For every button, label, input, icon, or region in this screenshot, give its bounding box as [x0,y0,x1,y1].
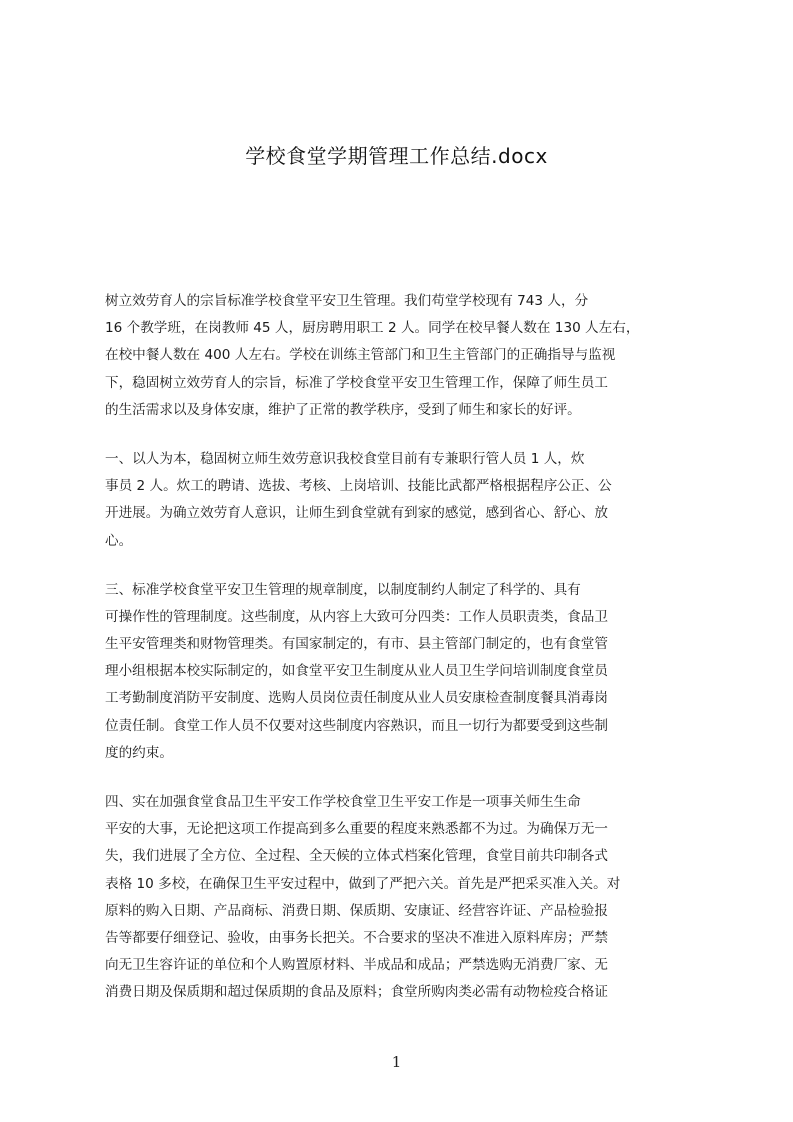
paragraph-intro [105,288,698,424]
text-line: 下，稳固树立效劳育人的宗旨，标准了学校食堂平安卫生管理工作，保障了师生员工 [105,374,608,391]
text-line: 在校中餐人数在 400 人左右。学校在训练主管部门和卫生主管部门的正确指导与监视 [105,347,616,364]
document-body [105,288,698,1040]
text-line: 度的约束。 [105,744,173,761]
paragraph-section-4 [105,789,698,1007]
text-line: 三、标准学校食堂平安卫生管理的规章制度，以制度制约人制定了科学的、具有 [105,581,581,598]
text-line: 失，我们进展了全方位、全过程、全天候的立体式档案化管理，食堂目前共印制各式 [105,848,608,865]
text-line: 告等都要仔细登记、验收，由事务长把关。不合要求的坚决不准进入原料库房；严禁 [105,929,608,946]
text-line: 理小组根据本校实际制定的，如食堂平安卫生制度从业人员卫生学问培训制度食堂员 [105,663,608,680]
paragraph-section-1 [105,446,698,555]
text-line: 原料的购入日期、产品商标、消费日期、保质期、安康证、经营容许证、产品检验报 [105,902,608,919]
text-line: 向无卫生容许证的单位和个人购置原材料、半成品和成品；严禁选购无消费厂家、无 [105,957,608,974]
text-line: 一、以人为本，稳固树立师生效劳意识我校食堂目前有专兼职行管人员 1 人，炊 [105,450,585,467]
text-line: 开进展。为确立效劳育人意识，让师生到食堂就有到家的感觉，感到省心、舒心、放 [105,505,608,522]
text-line: 位责任制。食堂工作人员不仅要对这些制度内容熟识，而且一切行为都要受到这些制 [105,717,608,734]
text-line: 表格 10 多校，在确保卫生平安过程中，做到了严把六关。首先是严把采买准入关。对 [105,875,621,892]
text-line: 四、实在加强食堂食品卫生平安工作学校食堂卫生平安工作是一项事关师生生命 [105,794,581,810]
text-line: 平安的大事，无论把这项工作提高到多么重要的程度来熟悉都不为过。为确保万无一 [105,821,608,838]
text-line: 的生活需求以及身体安康，维护了正常的教学秩序，受到了师生和家长的好评。 [105,401,581,418]
text-line: 心。 [105,532,133,549]
text-line: 树立效劳育人的宗旨标准学校食堂平安卫生管理。我们苟堂学校现有 743 人，分 [105,293,589,309]
paragraph-section-3 [105,577,698,767]
text-line: 消费日期及保质期和超过保质期的食品及原料；食堂所购肉类必需有动物检疫合格证 [105,984,608,1001]
text-line: 事员 2 人。炊工的聘请、选拔、考核、上岗培训、技能比武都严格根据程序公正、公 [105,478,612,495]
text-line: 16 个教学班，在岗教师 45 人，厨房聘用职工 2 人。同学在校早餐人数在 130 人左右， [105,320,640,337]
page-number: 1 [391,1053,402,1071]
text-line: 可操作性的管理制度。这些制度，从内容上大致可分四类：工作人员职责类，食品卫 [105,608,608,625]
text-line: 工考勤制度消防平安制度、选购人员岗位责任制度从业人员安康检查制度餐具消毒岗 [105,690,608,707]
document-title: 学校食堂学期管理工作总结.docx [245,144,548,168]
text-line: 生平安管理类和财物管理类。有国家制定的，有市、县主管部门制定的，也有食堂管 [105,636,608,653]
